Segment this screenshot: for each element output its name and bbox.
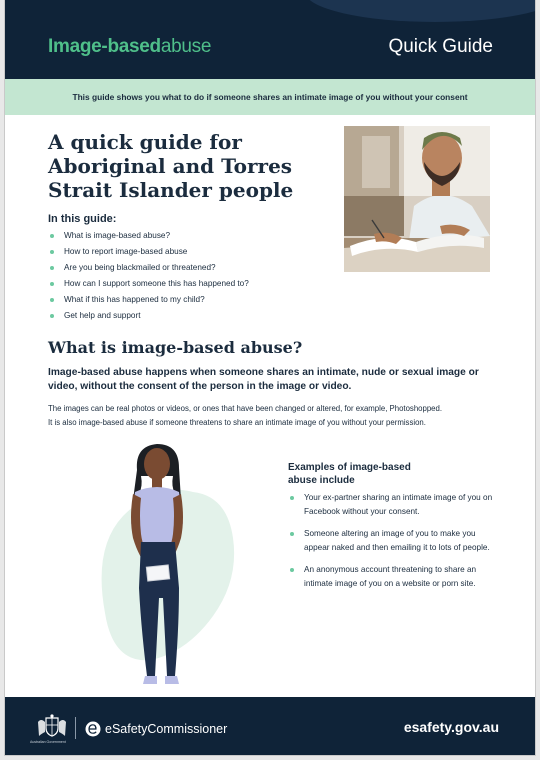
toc-item-how-to-report[interactable]: How to report image-based abuse xyxy=(48,244,249,260)
australian-government-crest-icon xyxy=(35,714,69,740)
section-title: What is image-based abuse? xyxy=(48,338,303,357)
header-wave-decoration xyxy=(305,0,535,22)
quick-guide-label: Quick Guide xyxy=(388,36,493,57)
brand-title-rest: abuse xyxy=(160,36,212,57)
examples-list xyxy=(288,491,498,599)
esafety-logo-icon xyxy=(85,721,101,737)
toc-item-support-someone[interactable]: How can I support someone this has happened to? xyxy=(48,276,249,292)
section-lead: Image-based abuse happens when someone shares an intimate, nude or sexual image or video, without the consent of the person in the image or video. xyxy=(48,367,479,392)
toc-item-my-child[interactable]: What if this has happened to my child? xyxy=(48,292,249,308)
section-body-line-1: The images can be real photos or videos, or ones that have been changed or altered, for example, Photoshopped. xyxy=(48,404,442,413)
page-title: A quick guide for Aboriginal and Torres Strait Islander people xyxy=(48,130,294,202)
header-bar xyxy=(5,0,535,79)
footer-bar xyxy=(5,697,535,756)
photo-illustration xyxy=(344,126,490,272)
examples-heading: Examples of image-based abuse include xyxy=(288,462,411,486)
toc-list xyxy=(48,228,249,324)
example-item-altered-image: Someone altering an image of you to make you appear naked and then emailing it to lots of people. xyxy=(288,527,498,555)
toc-item-get-help[interactable]: Get help and support xyxy=(48,308,249,324)
brand-title xyxy=(48,36,211,58)
brand-title-bold: Image-based xyxy=(48,36,161,57)
section-body-line-2: It is also image-based abuse if someone threatens to share an intimate image of you without your permission. xyxy=(48,418,426,427)
section-body xyxy=(48,402,508,430)
intro-banner xyxy=(5,79,535,115)
man-writing-photo xyxy=(344,126,490,272)
footer-divider xyxy=(75,717,76,739)
example-item-facebook: Your ex-partner sharing an intimate image of you on Facebook without your consent. xyxy=(288,491,498,519)
document-page xyxy=(4,0,536,756)
woman-illustration xyxy=(75,438,275,688)
crest-label: Australian Government xyxy=(30,740,66,744)
website-link[interactable]: esafety.gov.au xyxy=(403,719,499,735)
example-item-anonymous-threat: An anonymous account threatening to share an intimate image of you on a website or porn site. xyxy=(288,563,498,591)
esafety-logo-text: eSafetyCommissioner xyxy=(105,722,228,736)
banner-text: This guide shows you what to do if someone shares an intimate image of you without your consent xyxy=(72,92,468,102)
toc-heading: In this guide: xyxy=(48,213,117,225)
toc-item-what-is[interactable]: What is image-based abuse? xyxy=(48,228,249,244)
toc-item-blackmailed[interactable]: Are you being blackmailed or threatened? xyxy=(48,260,249,276)
